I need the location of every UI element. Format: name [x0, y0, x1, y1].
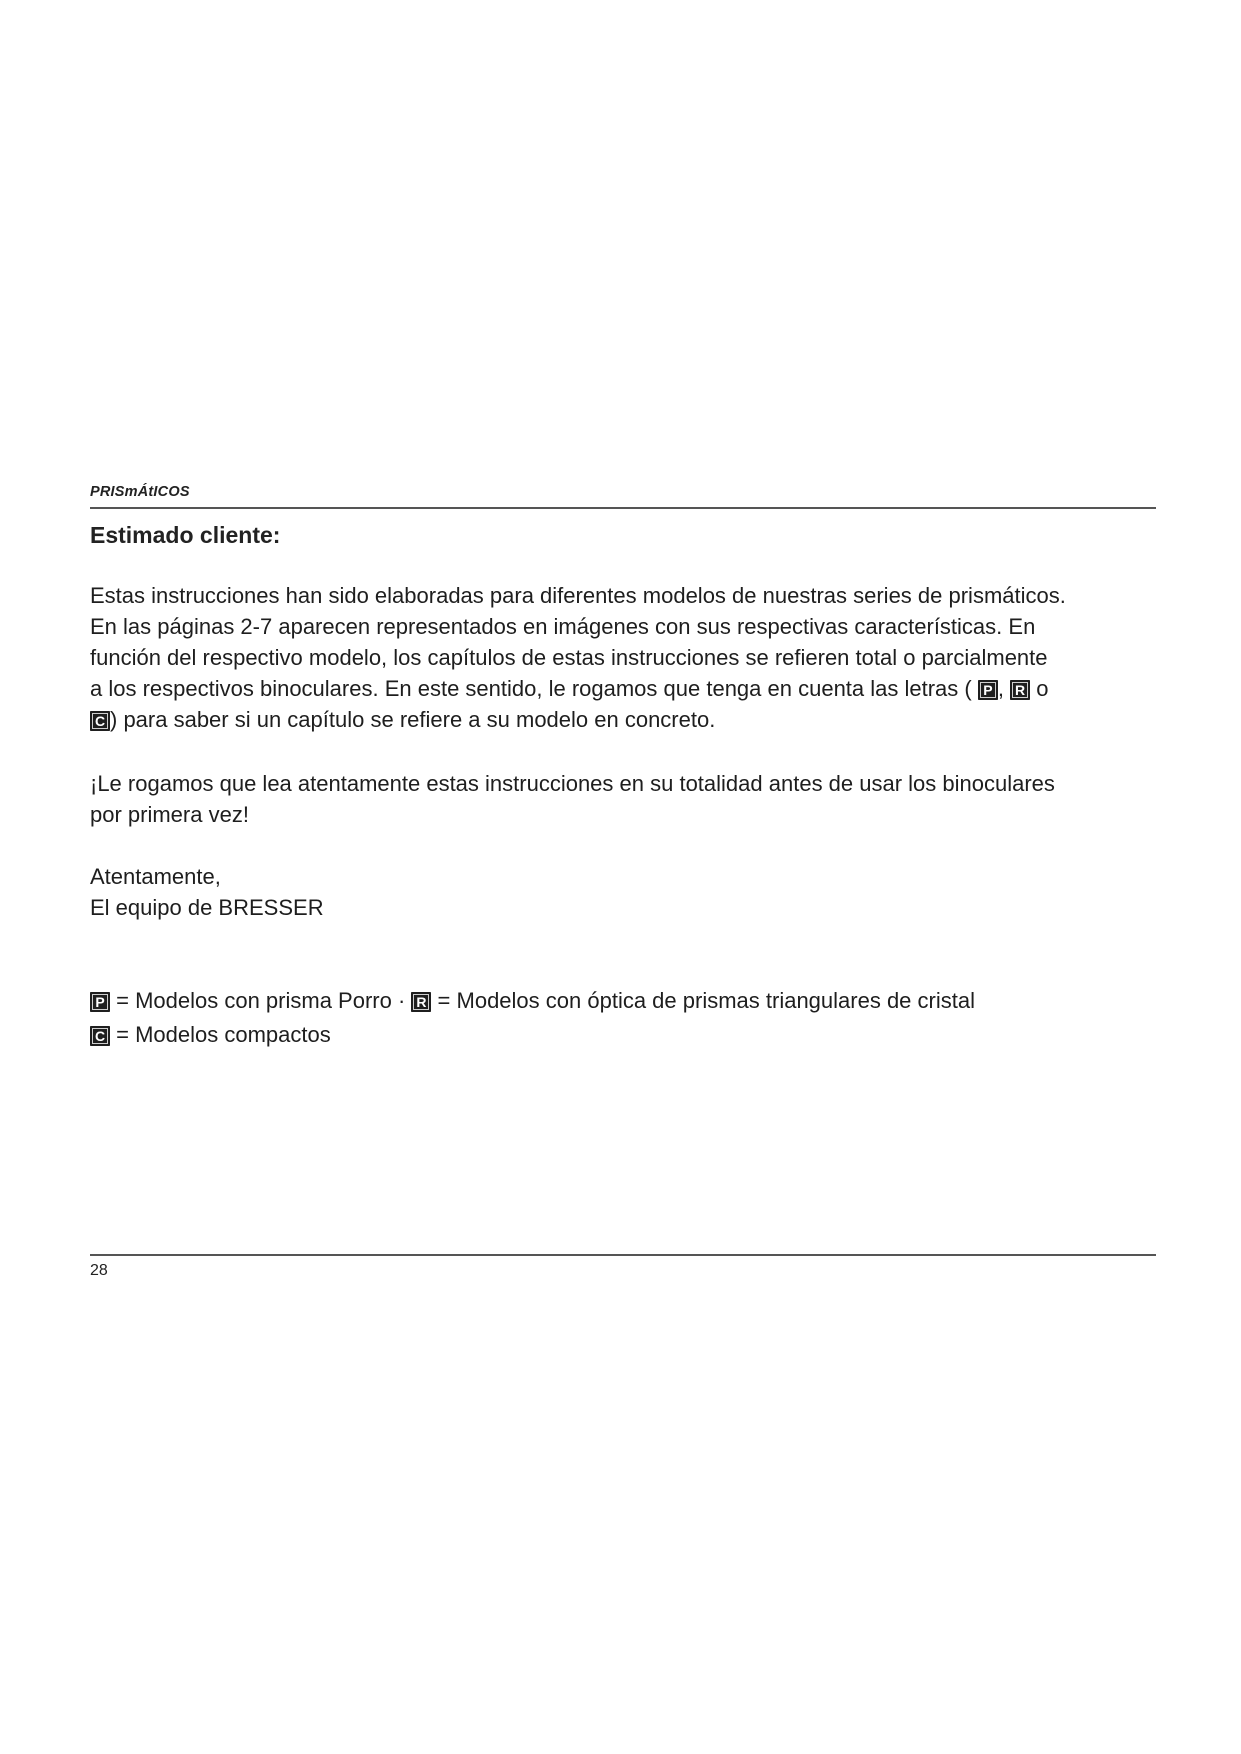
closing-line-1: Atentamente, — [90, 864, 221, 889]
intro-line-5 — [90, 704, 1160, 735]
header-rule — [90, 507, 1156, 509]
compact-badge-icon: C — [90, 711, 110, 731]
badge-separator-comma: , — [997, 676, 1004, 701]
section-label: PRISmÁtICOS — [90, 484, 190, 500]
footer-rule — [90, 1254, 1156, 1256]
model-legend — [90, 984, 1160, 1052]
warning-line-2: por primera vez! — [90, 802, 249, 827]
warning-line-1: ¡Le rogamos que lea atentamente estas instrucciones en su totalidad antes de usar los binoculares — [90, 771, 1055, 796]
legend-line-2 — [90, 1018, 1160, 1052]
legend-line-1 — [90, 984, 1160, 1018]
roof-badge-icon: R — [1010, 680, 1030, 700]
intro-paragraph — [90, 580, 1160, 735]
salutation: Estimado cliente: — [90, 522, 281, 548]
compact-badge-icon: C — [90, 1026, 110, 1046]
page-number: 28 — [90, 1262, 108, 1279]
badge-separator-or: o — [1036, 676, 1049, 701]
intro-line-4 — [90, 673, 1160, 704]
closing — [90, 861, 1160, 923]
manual-page — [90, 0, 1156, 1754]
porro-badge-icon: P — [90, 992, 110, 1012]
intro-line-3: función del respectivo modelo, los capítulos de estas instrucciones se refieren total o parcialmente — [90, 645, 1048, 670]
porro-badge-icon: P — [978, 680, 998, 700]
intro-line-2: En las páginas 2-7 aparecen representados en imágenes con sus respectivas características. En — [90, 614, 1036, 639]
warning-paragraph — [90, 768, 1160, 830]
roof-badge-icon: R — [411, 992, 431, 1012]
intro-line-5-text: ) para saber si un capítulo se refiere a su modelo en concreto. — [110, 707, 716, 732]
legend-porro-text: = Modelos con prisma Porro · — [116, 988, 406, 1013]
legend-compact-text: = Modelos compactos — [116, 1022, 331, 1047]
closing-signature: El equipo de BRESSER — [90, 895, 324, 920]
intro-line-4-text: a los respectivos binoculares. En este sentido, le rogamos que tenga en cuenta las letras ( — [90, 676, 972, 701]
legend-roof-text: = Modelos con óptica de prismas triangulares de cristal — [437, 988, 975, 1013]
intro-line-1: Estas instrucciones han sido elaboradas para diferentes modelos de nuestras series de prismáticos. — [90, 583, 1066, 608]
